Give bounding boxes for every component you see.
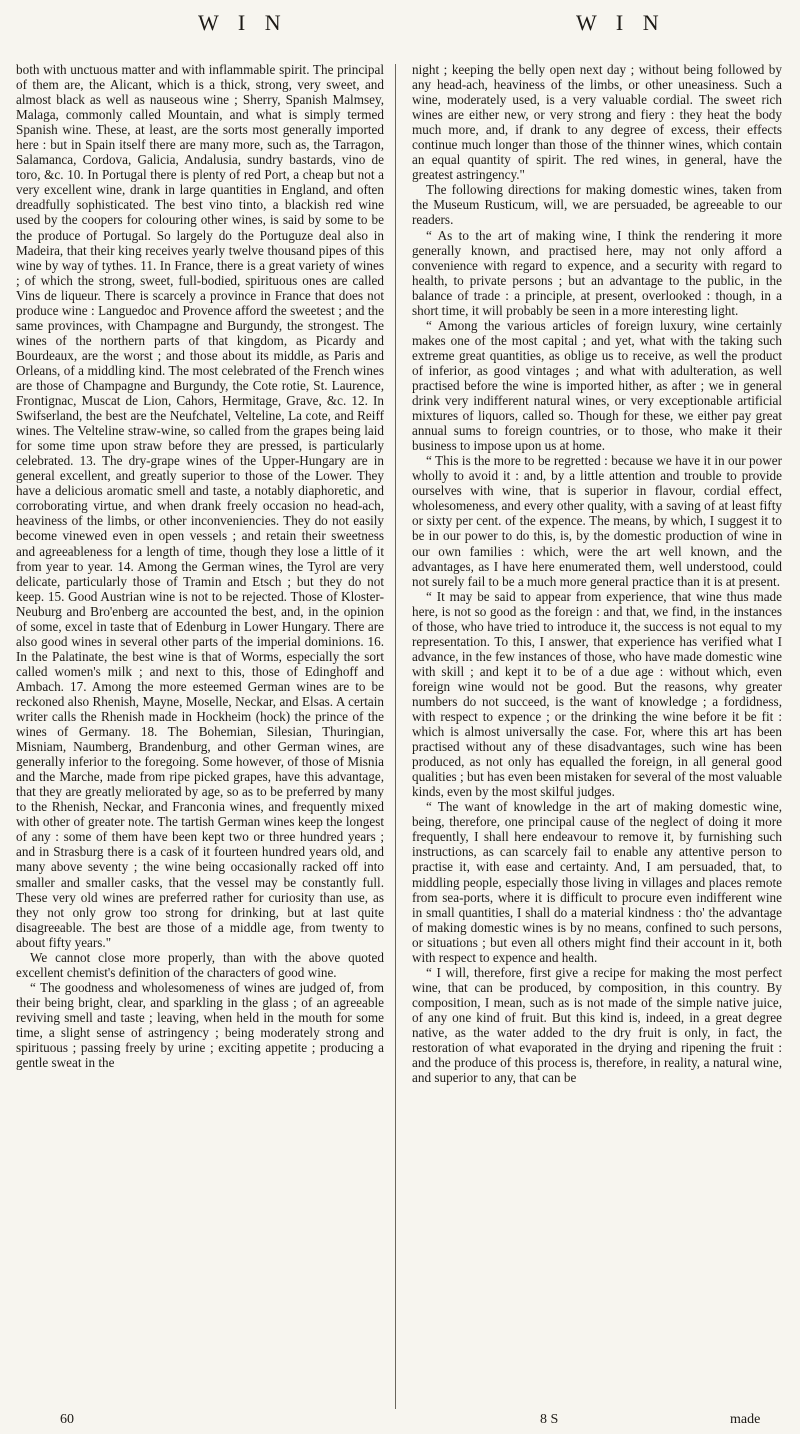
right-column <box>412 62 782 1085</box>
paragraph: We cannot close more properly, than with the above quoted excellent chemist's definition of the characters of good wine. <box>16 949 384 980</box>
signature-mark: 8 S <box>540 1412 559 1427</box>
paragraph: “ I will, therefore, first give a recipe for making the most perfect wine, that can be produced, by composition, in this country. By composition, I mean, such as is not made of the simple native juice, of any one kind of fruit. But this kind is, indeed, in a great degree native, as the water added to the dry fruit is only, in fact, the restoration of what evaporated in the drying and ripening the fruit : and the produce of this process is, therefore, in reality, a natural wine, and superior to any, that can be <box>412 964 782 1086</box>
paragraph: “ Among the various articles of foreign luxury, wine certainly makes one of the most capital ; and yet, what with the taking such extreme great quantities, as oblige us to receive, as well the product of inferior, as good vintages ; and what with adulteration, as well practised before the wine is imported hither, as after ; we in general drink very indifferent natural wines, or very exceptionable artificial mixtures of liquors, called so. Though for these, we either pay great annual sums to foreign countries, or to those, who make it their business to impose upon us at home. <box>412 317 782 454</box>
paragraph: “ This is the more to be regretted : because we have it in our power wholly to avoid it : and, by a little attention and trouble to provide ourselves with wine, that is superior in flavour, cordial effect, wholesomeness, and every other quality, with a saving of at least fifty or sixty per cent. of the expence. The means, by which, I suggest it to be in our power to do this, is, by the domestic production of wine in our own families : which, were the art well known, and the advantages, as I have here enumerated them, well understood, could not surely fail to be a much more general practice than it is at present. <box>412 453 782 589</box>
paragraph: “ The want of knowledge in the art of making domestic wine, being, therefore, one principal cause of the neglect of doing it more frequently, I shall here endeavour to remove it, by furnishing such instructions, as can scarcely fail to enable any attentive person to practise it, with ease and certainty. And, I am persuaded, that, to middling people, especially those living in villages and places remote from sea-ports, where it is difficult to procure even indifferent wine in small quantities, I shall do a material kindness : tho' the advantage of making domestic wines is by no means, confined to such persons, or situations ; but even all others might find their account in it, both with respect to expence and health. <box>412 799 782 965</box>
paragraph: “ It may be said to appear from experience, that wine thus made here, is not so good as the foreign : and that, we find, in the instances of those, who have tried to introduce it, the success is not equal to my representation. To this, I answer, that experience has verified what I advance, in the few instances of those, who have made domestic wine with skill ; and kept it to be of a due age : without which, even foreign wine would not be good. But the reasons, why greater numbers do not succeed, is the want of knowledge ; a fordidness, with respect to expence ; or the drinking the wine before it be fit : which is almost universally the case. For, where this art has been practised without any of these disadvantages, such wine has been produced, as not only has equalled the foreign, in all general good qualities ; but has even been mistaken for several of the most valuable kinds, even by the most skilful judges. <box>412 588 782 800</box>
column-divider <box>395 64 396 1409</box>
paragraph: both with unctuous matter and with inflammable spirit. The principal of them are, the Alicant, which is a thick, strong, very sweet, and almost black as well as nauseous wine ; Sherry, Spanish Malmsey, Malaga, commonly called Mountain, and what is simply termed Spanish wine. These, at least, are the sorts most generally imported here : but in Spain itself there are many more, such as, the Tarragon, Salamanca, Cordova, Galicia, Andalusia, sundry bastards, vino de toro, &c. 10. In Portugal there is plenty of red Port, a cheap but not a very excellent wine, drank in large quantities in England, and often dreadfully sophisticated. The best vino tinto, a blackish red wine used by the coopers for colouring other wines, is said by some to be the produce of Portugal. So largely do the Portuguze deal also in Madeira, that their king receives yearly twelve thousand pipes of this wine by way of tythes. 11. In France, there is a great variety of wines ; of which the strong, sweet, full-bodied, spirituous ones are called Vins de liqueur. There is scarcely a province in France that does not produce wine : Languedoc and Provence afford the sweetest ; and the same provinces, with Champagne and Burgundy, the strongest. The wines of the northern parts of that kingdom, as Picardy and Bourdeaux, are the worst ; and those about its middle, as Paris and Orleans, of a middling kind. The most celebrated of the French wines are those of Champagne and Burgundy, the Cote rotie, St. Laurence, Frontignac, Muscat de Lion, Cahors, Hermitage, Grave, &c. 12. In Swifserland, the best are the Neufchatel, Velteline, La cote, and Reiff wines. The Velteline straw-wine, so called from the grapes being laid for some time upon straw before they are pressed, is particularly celebrated. 13. The dry-grape wines of the Upper-Hungary are in general excellent, and greatly superior to those of the Lower. They have a delicious aromatic smell and taste, a notably diaphoretic, and corroborating virtue, and when drank freely occasion no head-ach, heaviness of the limbs, or other inconveniencies. They do not easily become vinewed even in open vessels ; and retain their sweetness and agreeableness for a length of time, though they lose a little of it from year to year. 14. Among the German wines, the Tyrol are very delicate, particularly those of Tramin and Etsch ; but they do not keep. 15. Good Austrian wine is not to be rejected. Those of Kloster-Neuburg and Bro'enberg are accounted the best, and, in the opinion of some, excel in taste that of Edenburg in Lower Hungary. There are also good wines in several other parts of the imperial dominions. 16. In the Palatinate, the best wine is that of Worms, especially the sort called women's milk ; and next to this, those of Edinghoff and Ambach. 17. Among the more esteemed German wines are to be reckoned also Rhenish, Mayne, Moselle, Neckar, and Elsas. A certain writer calls the Rhenish made in Hockheim (hock) the prince of the wines of Germany. 18. The Bohemian, Silesian, Thuringian, Misniam, Naumberg, Brandenburg, and other German wines, are generally inferior to the foregoing. Some however, of those of Misnia and the Marche, made from ripe picked grapes, have this advantage, that they are greatly meliorated by age, so as to be preferred by many to the Rhenish, Neckar, and Franconia wines, and frequently mixed with other of greater note. The tartish German wines keep the longest of any : some of them have been kept two or three hundred years ; and in Strasburg there is a cask of it fourteen hundred years old, and many above seventy ; the wine being occasionally racked off into smaller and smaller casks, that the vessel may be constantly full. These very old wines are preferred rather for curiosity than use, as they not only grow too strong for drinking, but at last quite disagreeable. The best are those of a middle age, from twenty to about fifty years." <box>16 62 384 950</box>
paragraph: night ; keeping the belly open next day ; without being followed by any head-ach, heaviness of the limbs, or other uneasiness. Such a wine, moderately used, is a very valuable cordial. The sweet rich wines are either new, or very strong and fiery : they heat the body much more, and, if drank to any degree of excess, their effects continue much longer than those of the thinner wines, which contain an equal quantity of spirit. The red wines, in general, have the greatest astringency." <box>412 62 782 183</box>
page-number: 60 <box>60 1412 74 1427</box>
left-column <box>16 62 384 1070</box>
catchword: made <box>730 1412 761 1427</box>
running-head-right: W I N <box>576 10 666 35</box>
running-head-left: W I N <box>198 10 288 35</box>
paragraph: “ As to the art of making wine, I think the rendering it more generally known, and practised here, may not only afford a convenience with regard to expence, and a security with regard to health, to private persons ; but an advantage to the public, in the balance of trade : a principle, at present, overlooked : though, in a short time, it will probably be seen in a more interesting light. <box>412 227 782 318</box>
page-footer <box>0 1412 800 1430</box>
paragraph: The following directions for making domestic wines, taken from the Museum Rusticum, will, we are persuaded, be agreeable to our readers. <box>412 182 782 228</box>
page-header <box>0 0 800 60</box>
paragraph: “ The goodness and wholesomeness of wines are judged of, from their being bright, clear, and sparkling in the glass ; of an agreeable reviving smell and taste ; leaving, when held in the mouth for some time, a slight sense of astringency ; being moderately strong and spirituous ; passing freely by urine ; exciting appetite ; producing a gentle sweat in the <box>16 979 384 1071</box>
